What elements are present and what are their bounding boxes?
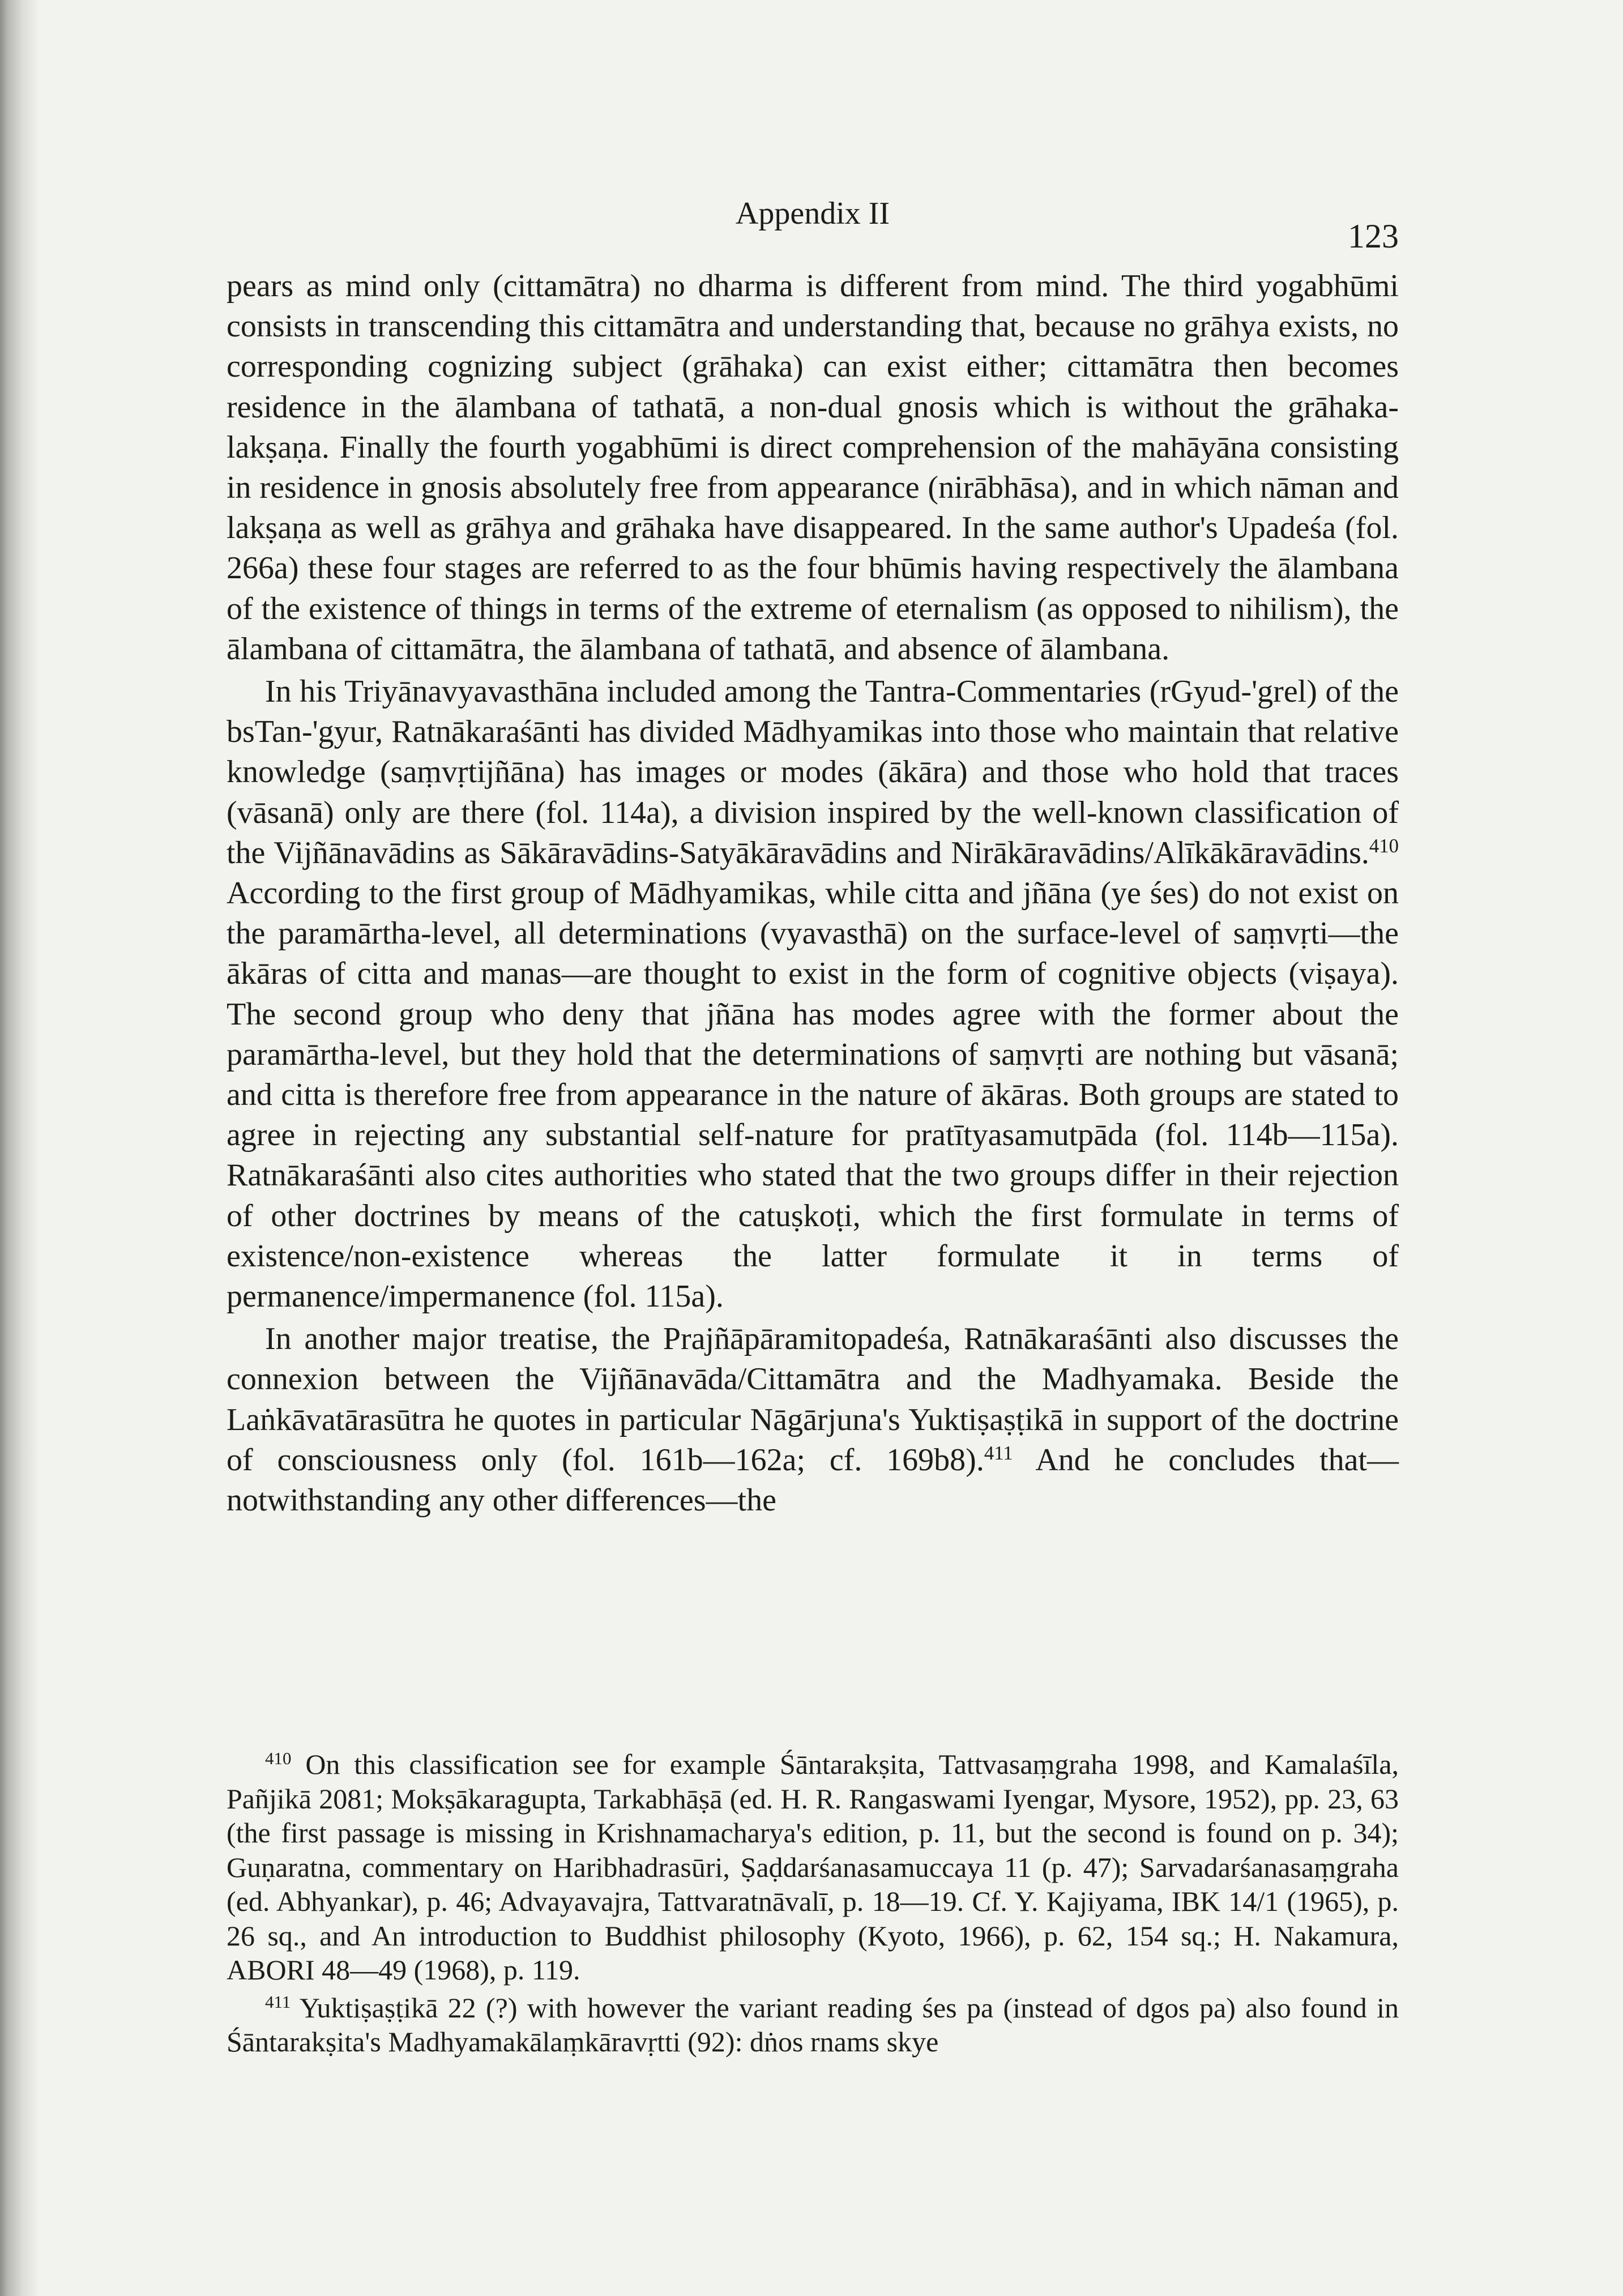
paragraph-2 (227, 672, 1399, 1317)
paragraph-3 (227, 1319, 1399, 1521)
footnote-text: Yuktiṣaṣṭikā 22 (?) with however the variant reading śes pa (instead of dgos pa) also found in Śāntarakṣita's Madhyamakālaṃkāravṛtti (92): dṅos rnams skye (227, 1991, 1399, 2058)
footnote-number: 411 (265, 1991, 291, 2012)
footnote-410 (227, 1747, 1399, 1987)
paragraph-3-text-continued: And he concludes that—notwithstanding any other differences—the (227, 1442, 1399, 1518)
footnotes (227, 1747, 1399, 2059)
page-number: 123 (1348, 217, 1399, 255)
footnote-text: On this classification see for example Śāntarakṣita, Tattvasaṃgraha 1998, and Kamalaśīla, Pañjikā 2081; Mokṣākaragupta, Tarkabhāṣā (ed. H. R. Rangaswami Iyengar, Mysore, 1952), pp. 23, 63 (the first passage is missing in Krishnamacharya's edition, p. 11, but the second is found on p. 34); Guṇaratna, commentary on Haribhadrasūri, Ṣaḍdarśanasamuccaya 11 (p. 47); Sarvadarśanasaṃgraha (ed. Abhyankar), p. 46; Advayavajra, Tattvaratnāvalī, p. 18—19. Cf. Y. Kajiyama, IBK 14/1 (1965), p. 26 sq., and An introduction to Buddhist philosophy (Kyoto, 1966), p. 62, 154 sq.; H. Nakamura, ABORI 48—49 (1968), p. 119. (227, 1748, 1399, 1986)
page-header (227, 195, 1399, 255)
scanned-page-edge (0, 0, 40, 2296)
paragraph-2-text-continued: According to the first group of Mādhyamikas, while citta and jñāna (ye śes) do not exist on the paramārtha-level, all determinations (vyavasthā) on the surface-level of saṃvṛti—the ākāras of citta and manas—are thought to exist in the form of cognitive objects (viṣaya). The second group who deny that jñāna has modes agree with the former about the paramārtha-level, but they hold that the determinations of saṃvṛti are nothing but vāsanā; and citta is therefore free from appearance in the nature of ākāras. Both groups are stated to agree in rejecting any substantial self-nature for pratītyasamutpāda (fol. 114b—115a). Ratnākaraśānti also cites authorities who stated that the two groups differ in their rejection of other doctrines by means of the catuṣkoṭi, which the first formulate in terms of existence/non-existence whereas the latter formulate it in terms of permanence/impermanence (fol. 115a). (227, 876, 1399, 1315)
running-head: Appendix II (735, 196, 890, 231)
paragraph-1-text: pears as mind only (cittamātra) no dharma is different from mind. The third yogabhūmi consists in transcending this cittamātra and understanding that, because no grāhya exists, no corresponding cognizing subject (grāhaka) can exist either; cittamātra then becomes residence in the ālambana of tathatā, a non-dual gnosis which is without the grāhaka-lakṣaṇa. Finally the fourth yogabhūmi is direct comprehension of the mahāyāna consisting in residence in gnosis absolutely free from appearance (nirābhāsa), and in which nāman and lakṣaṇa as well as grāhya and grāhaka have disappeared. In the same author's Upadeśa (fol. 266a) these four stages are referred to as the four bhūmis having respectively the ālambana of the existence of things in terms of the extreme of eternalism (as opposed to nihilism), the ālambana of cittamātra, the ālambana of tathatā, and absence of ālambana. (227, 268, 1399, 667)
main-text (227, 266, 1399, 1521)
footnote-ref-410: 410 (1369, 834, 1399, 857)
paragraph-1 (227, 266, 1399, 669)
footnote-number: 410 (265, 1748, 292, 1768)
footnote-ref-411: 411 (984, 1441, 1013, 1464)
paragraph-3-text: In another major treatise, the Prajñāpāramitopadeśa, Ratnākaraśānti also discusses the connexion between the Vijñānavāda/Cittamātra and the Madhyamaka. Beside the Laṅkāvatārasūtra he quotes in particular Nāgārjuna's Yuktiṣaṣṭikā in support of the doctrine of consciousness only (fol. 161b—162a; cf. 169b8). (227, 1321, 1399, 1478)
footnote-411 (227, 1991, 1399, 2059)
paragraph-2-text: In his Triyānavyavasthāna included among the Tantra-Commentaries (rGyud-'grel) of the bsTan-'gyur, Ratnākaraśānti has divided Mādhyamikas into those who maintain that relative knowledge (saṃvṛtijñāna) has images or modes (ākāra) and those who hold that traces (vāsanā) only are there (fol. 114a), a division inspired by the well-known classification of the Vijñānavādins as Sākāravādins-Satyākāravādins and Nirākāravādins/Alīkākāravādins. (227, 674, 1399, 870)
book-page (40, 0, 1623, 2296)
